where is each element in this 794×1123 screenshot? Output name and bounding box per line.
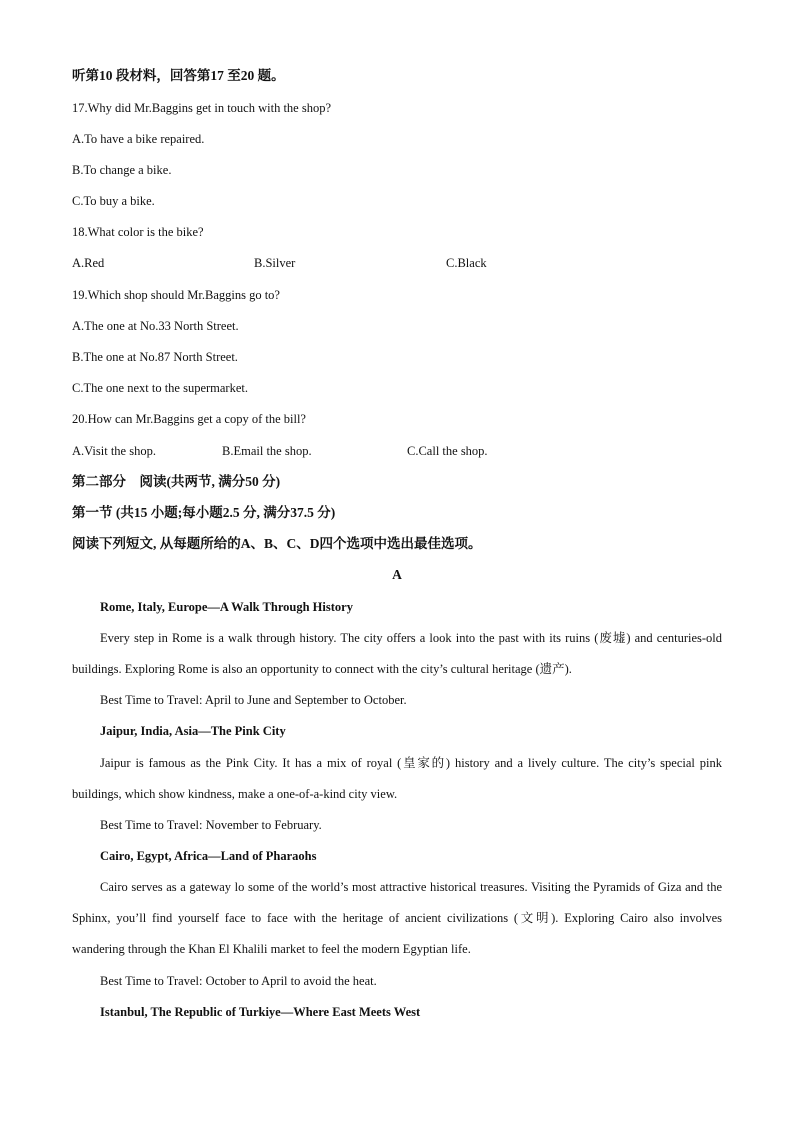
question-stem: 17.Why did Mr.Baggins get in touch with the shop? — [72, 101, 332, 115]
best-time: Best Time to Travel: November to February. — [100, 818, 322, 832]
question-stem: 20.How can Mr.Baggins get a copy of the bill? — [72, 412, 306, 426]
instruction: 阅读下列短文, 从每题所给的A、B、C、D四个选项中选出最佳选项。 — [72, 536, 482, 551]
destination-heading: Cairo, Egypt, Africa—Land of Pharaohs — [100, 849, 317, 863]
section-title: 第一节 (共15 小题;每小题2.5 分, 满分37.5 分) — [72, 505, 336, 520]
answer-option: A.To have a bike repaired. — [72, 132, 205, 146]
section-header: 听第10 段材料，回答第17 至20 题。 — [72, 68, 285, 83]
answer-option: C.Black — [446, 256, 487, 270]
best-time: Best Time to Travel: April to June and September to October. — [100, 693, 407, 707]
answer-option: C.Call the shop. — [407, 444, 488, 458]
answer-option: B.The one at No.87 North Street. — [72, 350, 238, 364]
paragraph: Cairo serves as a gateway lo some of the world’s most attractive historical treasures. Visiting the Pyramids of Giza and the Sphinx, you’ll find yourself face to face with the heritage of ancient civilizations (文明). Exploring Cairo also involves wandering through the Khan El Khalili market to feel the modern Egyptian life. — [72, 880, 722, 956]
answer-option: B.Silver — [254, 256, 296, 270]
paragraph: Every step in Rome is a walk through history. The city offers a look into the past with its ruins (废墟) and centuries-old buildings. Exploring Rome is also an opportunity to connect with the city’s cultural heritage (遗产). — [72, 631, 722, 676]
answer-option: C.The one next to the supermarket. — [72, 381, 248, 395]
destination-heading: Jaipur, India, Asia—The Pink City — [100, 724, 286, 738]
question-stem: 18.What color is the bike? — [72, 225, 204, 239]
destination-heading: Rome, Italy, Europe—A Walk Through History — [100, 600, 353, 614]
passage-label: A — [392, 567, 402, 582]
answer-option: A.The one at No.33 North Street. — [72, 319, 239, 333]
best-time: Best Time to Travel: October to April to avoid the heat. — [100, 974, 377, 988]
destination-heading: Istanbul, The Republic of Turkiye—Where East Meets West — [100, 1005, 421, 1019]
answer-option: A.Red — [72, 256, 105, 270]
answer-option: C.To buy a bike. — [72, 194, 155, 208]
answer-option: B.To change a bike. — [72, 163, 172, 177]
answer-option: A.Visit the shop. — [72, 444, 156, 458]
question-stem: 19.Which shop should Mr.Baggins go to? — [72, 288, 280, 302]
part-title: 第二部分 阅读(共两节, 满分50 分) — [72, 474, 281, 489]
answer-option: B.Email the shop. — [222, 444, 312, 458]
paragraph: Jaipur is famous as the Pink City. It has a mix of royal (皇家的) history and a lively culture. The city’s special pink buildings, which show kindness, make a one-of-a-kind city view. — [72, 756, 722, 801]
